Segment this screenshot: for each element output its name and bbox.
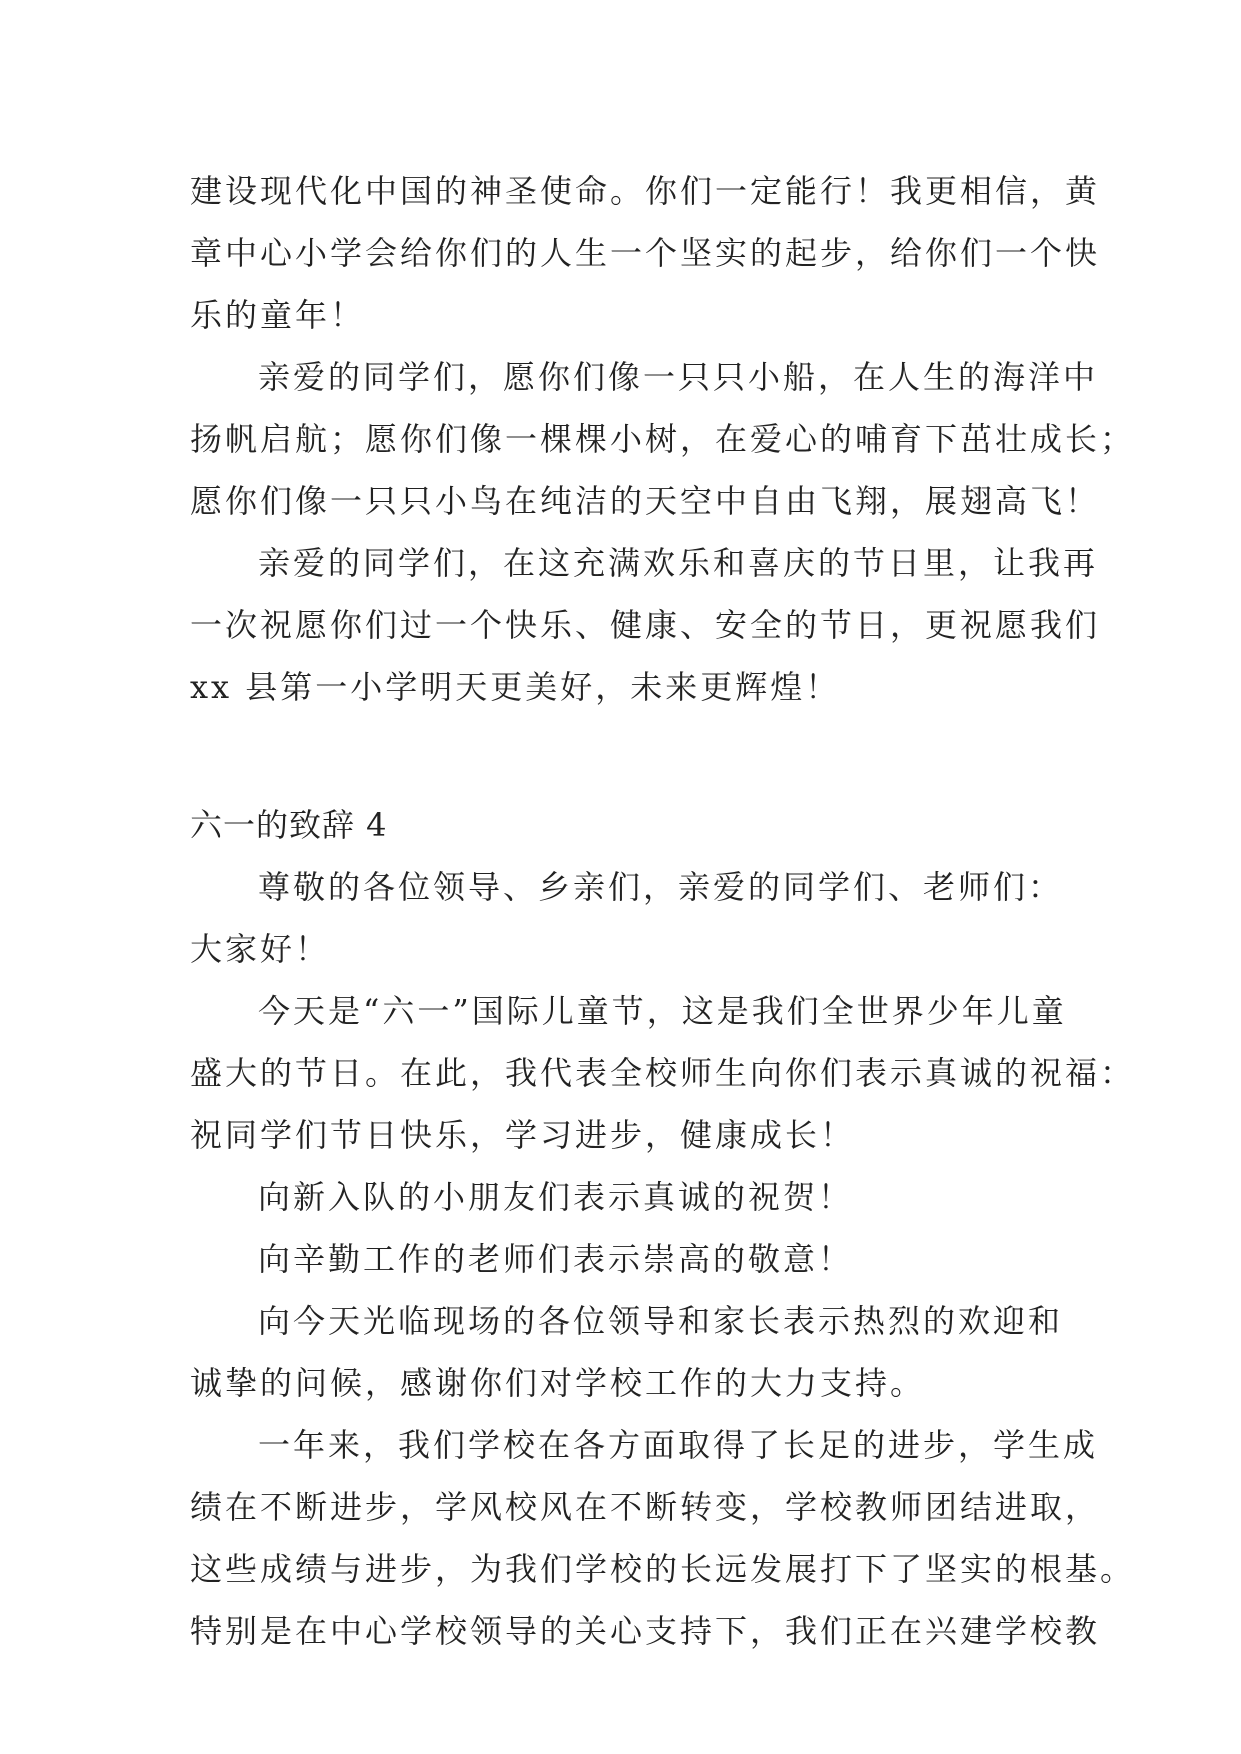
text-line: 向辛勤工作的老师们表示崇高的敬意！ <box>258 1240 854 1278</box>
text-line: 尊敬的各位领导、乡亲们，亲爱的同学们、老师们： <box>258 868 1064 906</box>
section-gap <box>190 718 1060 794</box>
text-line: 扬帆启航；愿你们像一棵棵小树，在爱心的哺育下茁壮成长； <box>190 420 1136 458</box>
section-heading: 六一的致辞 4 <box>190 806 388 844</box>
text-line: 乐的童年！ <box>190 296 366 334</box>
text-line: 一次祝愿你们过一个快乐、健康、安全的节日，更祝愿我们 <box>190 606 1101 644</box>
text-line: 亲爱的同学们，愿你们像一只只小船，在人生的海洋中 <box>258 358 1099 396</box>
text-line: xx 县第一小学明天更美好，未来更辉煌！ <box>190 668 841 706</box>
text-line: 章中心小学会给你们的人生一个坚实的起步，给你们一个快 <box>190 234 1101 272</box>
text-line: 愿你们像一只只小鸟在纯洁的天空中自由飞翔，展翅高飞！ <box>190 482 1101 520</box>
text-line: 特别是在中心学校领导的关心支持下，我们正在兴建学校教 <box>190 1612 1101 1650</box>
text-line: 向新入队的小朋友们表示真诚的祝贺！ <box>258 1178 854 1216</box>
text-line: 一年来，我们学校在各方面取得了长足的进步，学生成 <box>258 1426 1099 1464</box>
text-line: 盛大的节日。在此，我代表全校师生向你们表示真诚的祝福： <box>190 1054 1136 1092</box>
text-line: 这些成绩与进步，为我们学校的长远发展打下了坚实的根基。 <box>190 1550 1136 1588</box>
text-line: 大家好！ <box>190 930 331 968</box>
text-line: 向今天光临现场的各位领导和家长表示热烈的欢迎和 <box>258 1302 1064 1340</box>
text-line: 今天是“六一”国际儿童节，这是我们全世界少年儿童 <box>258 992 1067 1030</box>
text-line: 绩在不断进步，学风校风在不断转变，学校教师团结进取， <box>190 1488 1101 1526</box>
document-body <box>190 160 1136 1662</box>
text-line: 建设现代化中国的神圣使命。你们一定能行！我更相信，黄 <box>190 172 1101 210</box>
speech-continuation <box>190 160 1136 718</box>
text-line: 亲爱的同学们，在这充满欢乐和喜庆的节日里，让我再 <box>258 544 1099 582</box>
text-line: 祝同学们节日快乐，学习进步，健康成长！ <box>190 1116 856 1154</box>
speech-body <box>190 856 1136 1662</box>
text-line: 诚挚的问候，感谢你们对学校工作的大力支持。 <box>190 1364 926 1402</box>
